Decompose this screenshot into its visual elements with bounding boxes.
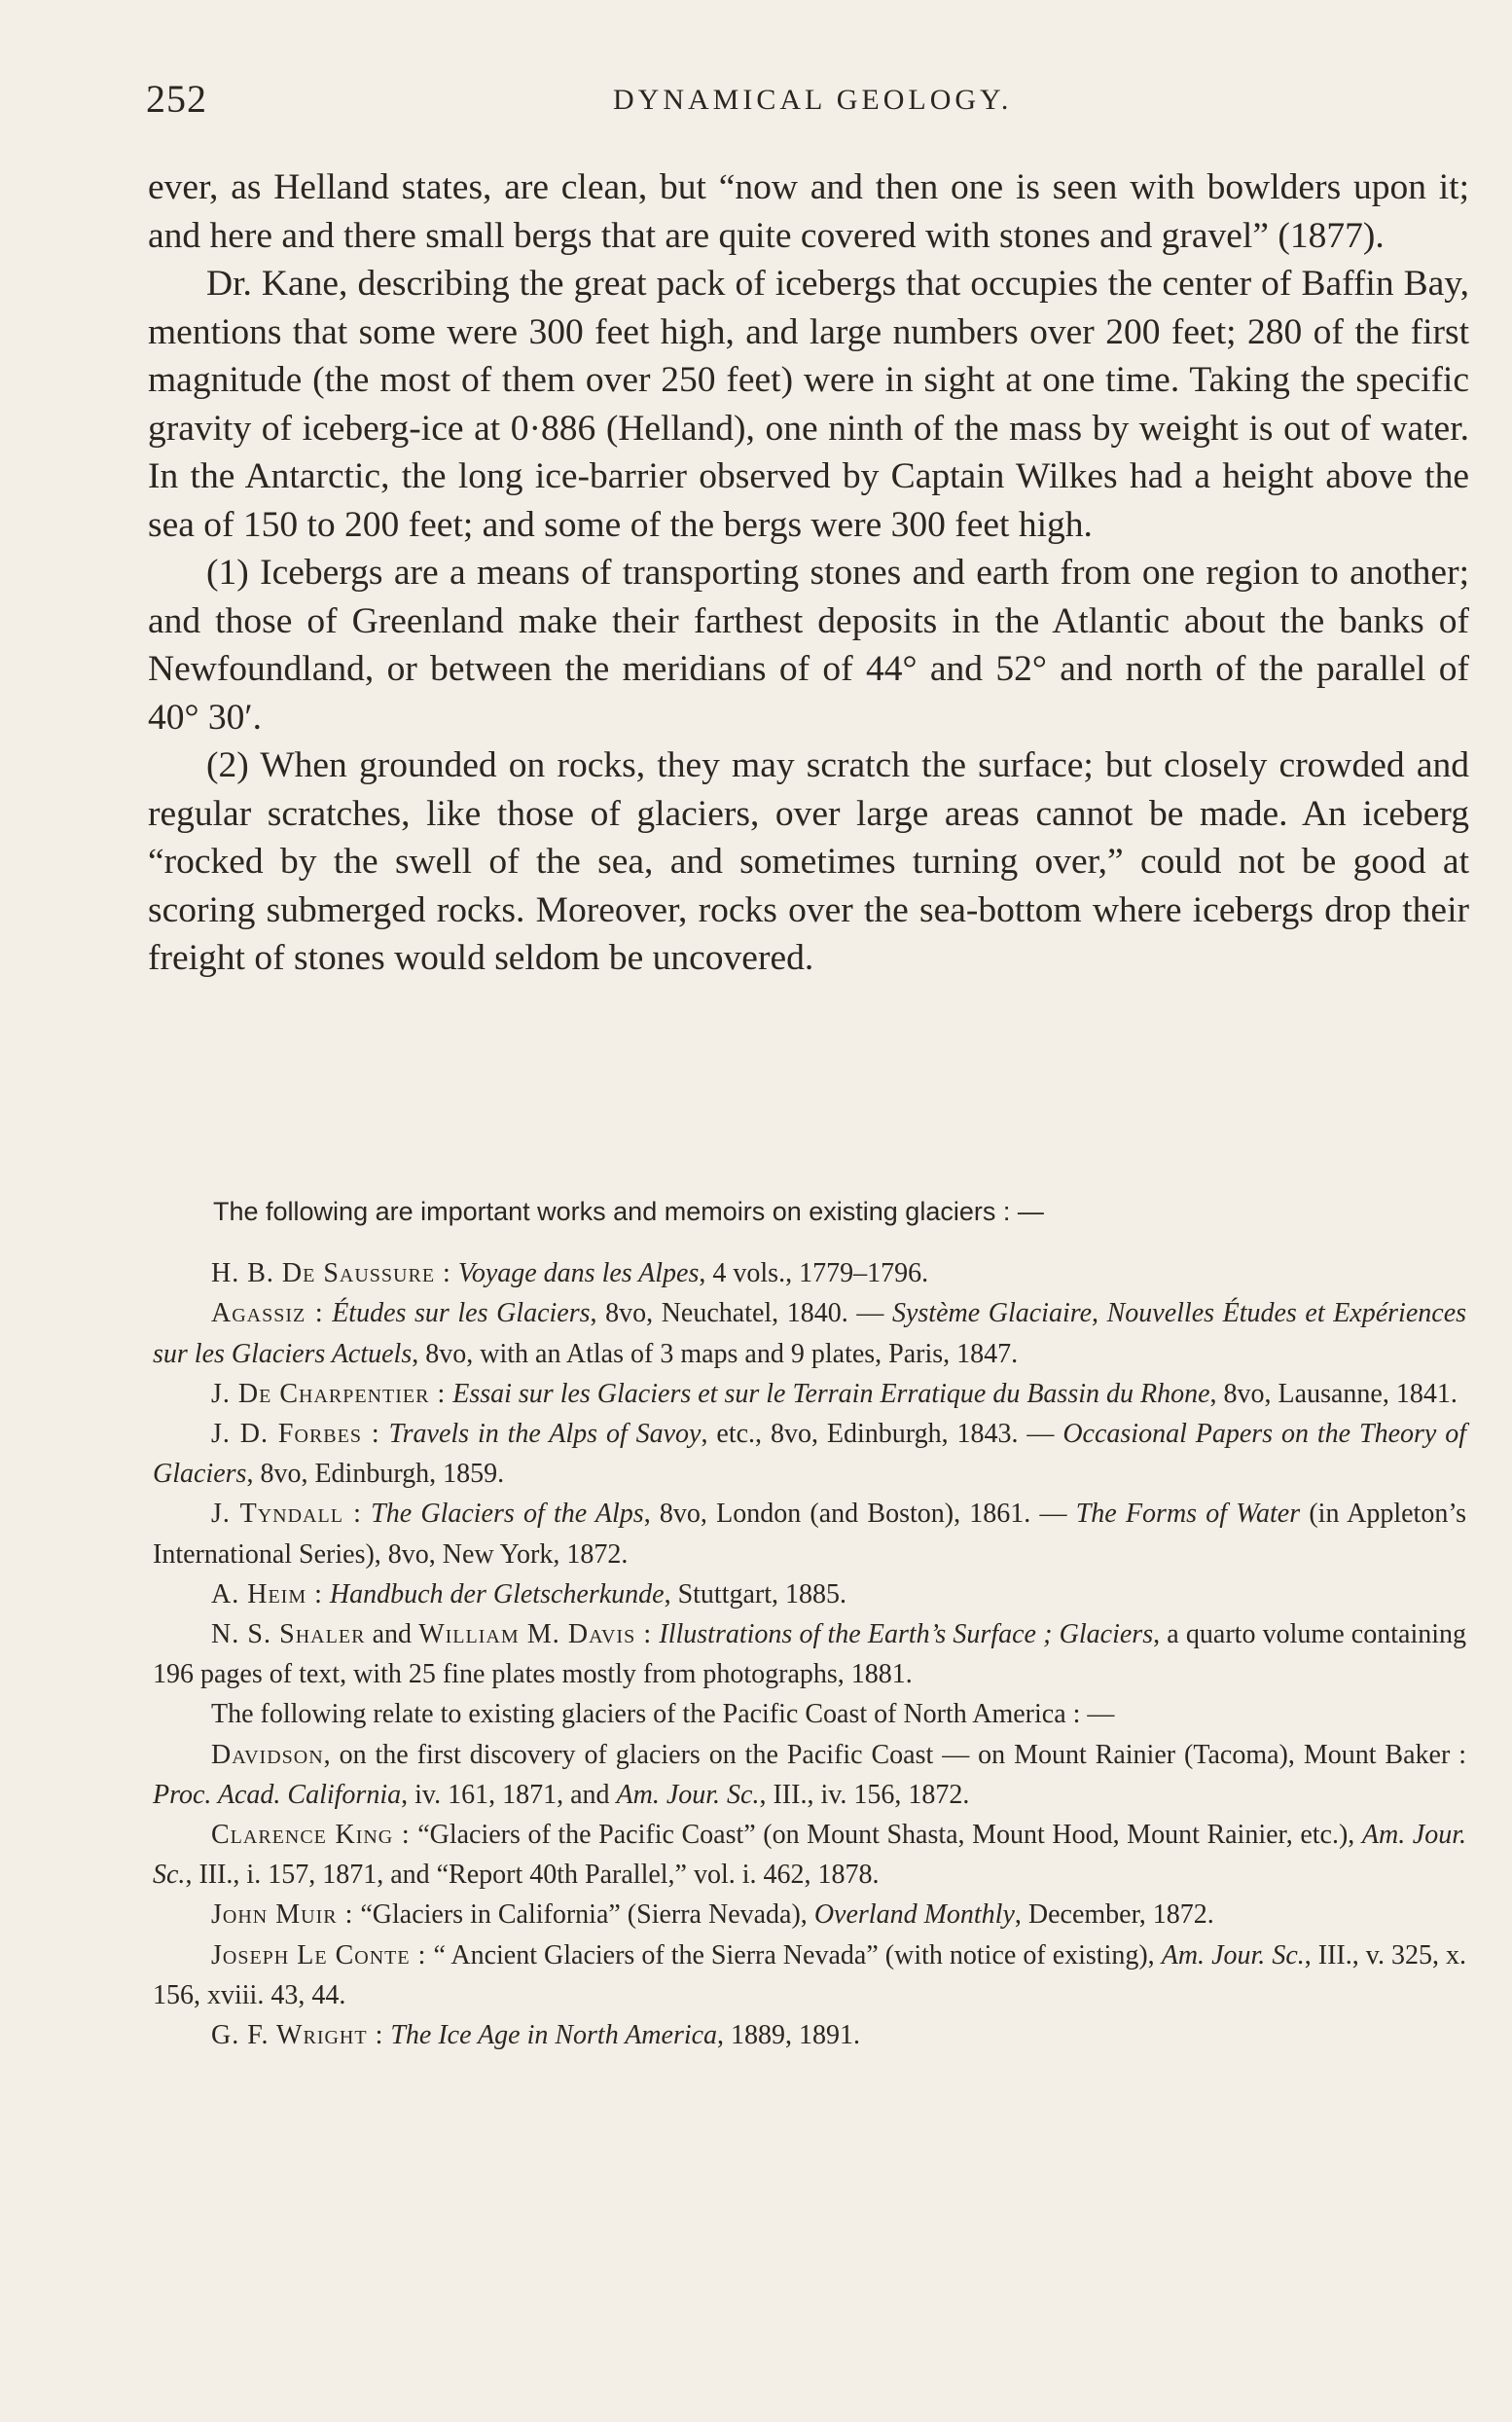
reference-details: (in Appleton’s International Series), 8vo, New York, 1872. [153,1499,1467,1570]
reference-details: “Glaciers of the Pacific Coast” (on Mount Shasta, Mount Hood, Mount Rainier, etc.), [410,1820,1355,1851]
reference-details: , etc., 8vo, Edinburgh, 1843. — [701,1419,1055,1450]
reference-author: Davidson [211,1739,324,1770]
references-section [153,1192,1466,2055]
reference-details: “Glaciers in California” (Sierra Nevada), [353,1899,808,1931]
reference-shaler-davis [153,1614,1466,1694]
reference-details: , a quarto volume containing 196 pages of text, with 25 fine plates mostly from photographs, 1881. [153,1619,1467,1690]
reference-heim [153,1574,1466,1614]
reference-conjunction: and [365,1619,419,1650]
reference-title: Proc. Acad. California [153,1779,402,1810]
reference-saussure [153,1253,1466,1293]
reference-author: Joseph Le Conte : [211,1939,427,1970]
reference-details: , 8vo, Neuchatel, 1840. — [590,1298,884,1329]
reference-title: Travels in the Alps of Savoy [388,1419,702,1450]
reference-title: Am. Jour. Sc. [153,1820,1467,1891]
reference-tyndall [153,1494,1466,1573]
reference-details: , 8vo, London (and Boston), 1861. — [643,1499,1067,1530]
reference-title: Am. Jour. Sc. [616,1779,760,1810]
reference-details: “ Ancient Glaciers of the Sierra Nevada” (with notice of existing), [426,1939,1155,1970]
reference-title: The Ice Age in North America [390,2020,718,2051]
reference-title: The Forms of Water [1075,1499,1301,1530]
reference-author: G. F. Wright : [211,2020,384,2051]
reference-muir [153,1895,1466,1934]
reference-author: J. D. Forbes : [211,1419,380,1450]
reference-details: , 1889, 1891. [717,2020,861,2051]
paragraph-icebergs-scratch: (2) When grounded on rocks, they may scratch the surface; but closely crowded and regular scratches, like those of glaciers, over large areas cannot be made. An iceberg “rocked by the swell of the sea, and sometimes turning over,” could not be good at scoring submerged rocks. Moreover, rocks over the sea-bottom where icebergs drop their freight of stones would seldom be uncovered. [148,745,1469,978]
reference-details: , iv. 161, 1871, and [401,1779,610,1810]
page-header [146,76,1469,134]
reference-author: A. Heim : [211,1578,323,1609]
reference-details: , 8vo, Edinburgh, 1859. [246,1459,505,1490]
reference-details: , Stuttgart, 1885. [664,1578,847,1609]
reference-author: Clarence King : [211,1820,411,1851]
reference-king [153,1815,1466,1895]
reference-author: J. De Charpentier : [211,1378,447,1409]
reference-forbes [153,1414,1466,1494]
reference-details: , 8vo, Lausanne, 1841. [1209,1378,1458,1409]
reference-details: , III., iv. 156, 1872. [759,1779,970,1810]
reference-details: , 4 vols., 1779–1796. [699,1258,929,1289]
reference-charpentier [153,1374,1466,1414]
reference-details: , 8vo, with an Atlas of 3 maps and 9 plates, Paris, 1847. [412,1338,1019,1369]
main-text [148,163,1469,983]
reference-author: William M. Davis : [418,1619,653,1650]
reference-title: Occasional Papers on the Theory of Glaciers [153,1419,1467,1490]
reference-author: J. Tyndall : [211,1499,362,1530]
reference-agassiz [153,1293,1466,1373]
reference-title: Am. Jour. Sc. [1161,1939,1305,1970]
reference-title: Système Glaciaire, Nouvelles Études et Expériences sur les Glaciers Actuels [153,1298,1467,1369]
reference-details: , III., v. 325, x. 156, xviii. 43, 44. [153,1939,1467,2010]
reference-details: , III., i. 157, 1871, and “Report 40th Parallel,” vol. i. 462, 1878. [185,1860,880,1891]
reference-davidson [153,1735,1466,1815]
reference-title: Études sur les Glaciers [332,1298,591,1329]
reference-author: Agassiz : [211,1298,324,1329]
reference-title: The Glaciers of the Alps [371,1499,644,1530]
reference-title: Illustrations of the Earth’s Surface ; Glaciers [659,1619,1154,1650]
reference-title: Voyage dans les Alpes [457,1258,700,1289]
paragraph-icebergs-transport: (1) Icebergs are a means of transporting stones and earth from one region to another; and those of Greenland make their farthest deposits in the Atlantic about the banks of Newfoundland, or between the meridians of of 44° and 52° and north of the parallel of 40° 30′. [148,553,1469,738]
paragraph-continuation: ever, as Helland states, are clean, but “now and then one is seen with bowlders upon it; and here and there small bergs that are quite covered with stones and gravel” (1877). [148,167,1469,256]
paragraph-kane: Dr. Kane, describing the great pack of icebergs that occupies the center of Baffin Bay, mentions that some were 300 feet high, and large numbers over 200 feet; 280 of the first magnitude (the most of them over 250 feet) were in sight at one time. Taking the specific gravity of iceberg-ice at 0·886 (Helland), one ninth of the mass by weight is out of water. In the Antarctic, the long ice-barrier observed by Captain Wilkes had a height above the sea of 150 to 200 feet; and some of the bergs were 300 feet high. [148,264,1469,545]
page-number: 252 [146,77,207,121]
reference-title: Overland Monthly [813,1899,1015,1931]
reference-author: N. S. Shaler [211,1619,366,1650]
reference-details: , December, 1872. [1014,1899,1214,1931]
reference-details: , on the first discovery of glaciers on the Pacific Coast — on Mount Rainier (Tacoma), Mount Baker : [323,1739,1466,1770]
reference-le-conte [153,1935,1466,2015]
reference-wright [153,2015,1466,2055]
running-head: DYNAMICAL GEOLOGY. [613,84,1013,116]
reference-title: Essai sur les Glaciers et sur le Terrain Erratique du Bassin du Rhone [452,1378,1210,1409]
reference-author: John Muir : [211,1899,354,1931]
reference-title: Handbuch der Gletscherkunde [329,1578,665,1609]
reference-author: H. B. De Saussure : [211,1258,451,1289]
references-intro: The following are important works and memoirs on existing glaciers : — [213,1197,1044,1226]
pacific-intro: The following relate to existing glaciers of the Pacific Coast of North America : — [211,1699,1115,1730]
